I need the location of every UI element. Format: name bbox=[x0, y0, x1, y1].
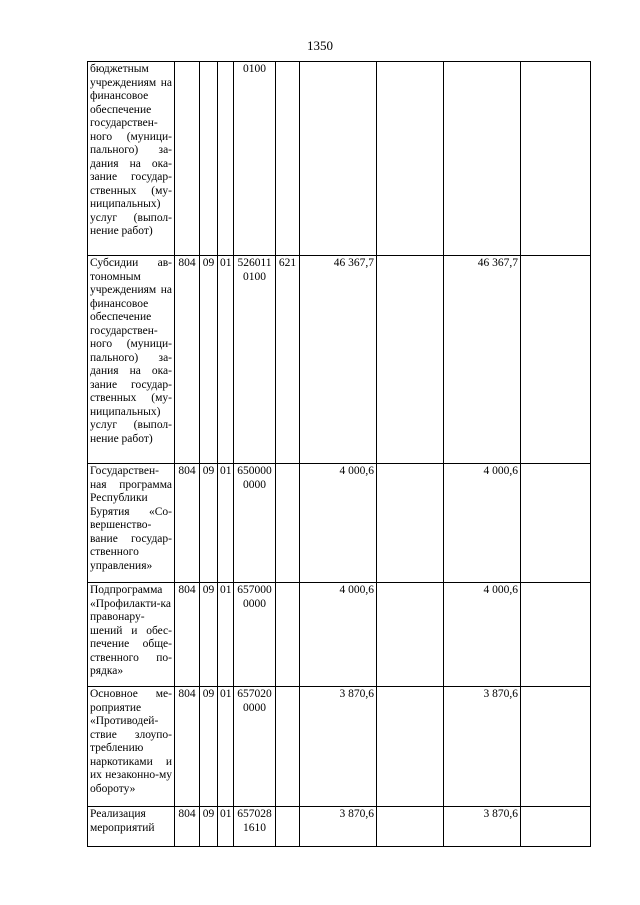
amount-col2-cell bbox=[377, 583, 444, 687]
rz-cell: 09 bbox=[200, 583, 218, 687]
pr-cell: 01 bbox=[218, 256, 234, 464]
amount-total-cell: 4 000,6 bbox=[300, 583, 377, 687]
gr-cell: 804 bbox=[175, 583, 200, 687]
csr-cell: 6570200000 bbox=[234, 687, 276, 807]
table-row bbox=[88, 807, 591, 847]
row-name-cell: Государствен-ная программа Республики Бурятия «Со-вершенство-вание государ-ственного управления» bbox=[88, 464, 175, 583]
gr-cell: 804 bbox=[175, 464, 200, 583]
csr-cell: 6570000000 bbox=[234, 583, 276, 687]
amount-col3-cell: 4 000,6 bbox=[444, 464, 521, 583]
amount-total-cell: 3 870,6 bbox=[300, 807, 377, 847]
table-row bbox=[88, 687, 591, 807]
budget-table bbox=[87, 61, 591, 847]
gr-cell bbox=[175, 62, 200, 256]
vr-cell bbox=[276, 583, 300, 687]
vr-cell: 621 bbox=[276, 256, 300, 464]
pr-cell: 01 bbox=[218, 583, 234, 687]
amount-col3-cell: 3 870,6 bbox=[444, 687, 521, 807]
amount-col2-cell bbox=[377, 256, 444, 464]
pr-cell: 01 bbox=[218, 464, 234, 583]
pr-cell: 01 bbox=[218, 807, 234, 847]
row-name-cell: Основное ме-роприятие «Противодей-ствие злоупо-треблению наркотиками и их незаконно-му обороту» bbox=[88, 687, 175, 807]
amount-col3-cell: 46 367,7 bbox=[444, 256, 521, 464]
table-row bbox=[88, 256, 591, 464]
pr-cell bbox=[218, 62, 234, 256]
amount-col3-cell: 3 870,6 bbox=[444, 807, 521, 847]
amount-col2-cell bbox=[377, 62, 444, 256]
amount-col3-cell bbox=[444, 62, 521, 256]
amount-col4-cell bbox=[521, 687, 591, 807]
page-number: 1350 bbox=[307, 38, 333, 53]
amount-col2-cell bbox=[377, 687, 444, 807]
vr-cell bbox=[276, 62, 300, 256]
amount-total-cell: 4 000,6 bbox=[300, 464, 377, 583]
amount-total-cell: 46 367,7 bbox=[300, 256, 377, 464]
amount-col4-cell bbox=[521, 256, 591, 464]
gr-cell: 804 bbox=[175, 687, 200, 807]
csr-cell: 6570281610 bbox=[234, 807, 276, 847]
csr-cell: 6500000000 bbox=[234, 464, 276, 583]
rz-cell: 09 bbox=[200, 256, 218, 464]
rz-cell: 09 bbox=[200, 807, 218, 847]
table-row bbox=[88, 62, 591, 256]
row-name-cell: Подпрограмма «Профилакти-ка правонару-шений и обес-печение обще-ственного по-рядка» bbox=[88, 583, 175, 687]
amount-col2-cell bbox=[377, 807, 444, 847]
csr-cell: 0100 bbox=[234, 62, 276, 256]
amount-col4-cell bbox=[521, 464, 591, 583]
rz-cell: 09 bbox=[200, 687, 218, 807]
rz-cell: 09 bbox=[200, 464, 218, 583]
csr-cell: 5260110100 bbox=[234, 256, 276, 464]
amount-col4-cell bbox=[521, 807, 591, 847]
table-row bbox=[88, 464, 591, 583]
row-name-cell: бюджетным учреждениям на финансовое обеспечение государствен-ного (муници-пального) за-дания на ока-зание государ-ственных (му-ниципальных) услуг (выпол-нение работ) bbox=[88, 62, 175, 256]
vr-cell bbox=[276, 687, 300, 807]
amount-col2-cell bbox=[377, 464, 444, 583]
amount-col4-cell bbox=[521, 583, 591, 687]
row-name-cell: Субсидии ав-тономным учреждениям на финансовое обеспечение государствен-ного (муници-пального) за-дания на ока-зание государ-ственных (му-ниципальных) услуг (выпол-нение работ) bbox=[88, 256, 175, 464]
row-name-cell: Реализация мероприятий bbox=[88, 807, 175, 847]
vr-cell bbox=[276, 807, 300, 847]
gr-cell: 804 bbox=[175, 807, 200, 847]
pr-cell: 01 bbox=[218, 687, 234, 807]
amount-total-cell bbox=[300, 62, 377, 256]
amount-col3-cell: 4 000,6 bbox=[444, 583, 521, 687]
amount-total-cell: 3 870,6 bbox=[300, 687, 377, 807]
table-row bbox=[88, 583, 591, 687]
gr-cell: 804 bbox=[175, 256, 200, 464]
vr-cell bbox=[276, 464, 300, 583]
rz-cell bbox=[200, 62, 218, 256]
amount-col4-cell bbox=[521, 62, 591, 256]
